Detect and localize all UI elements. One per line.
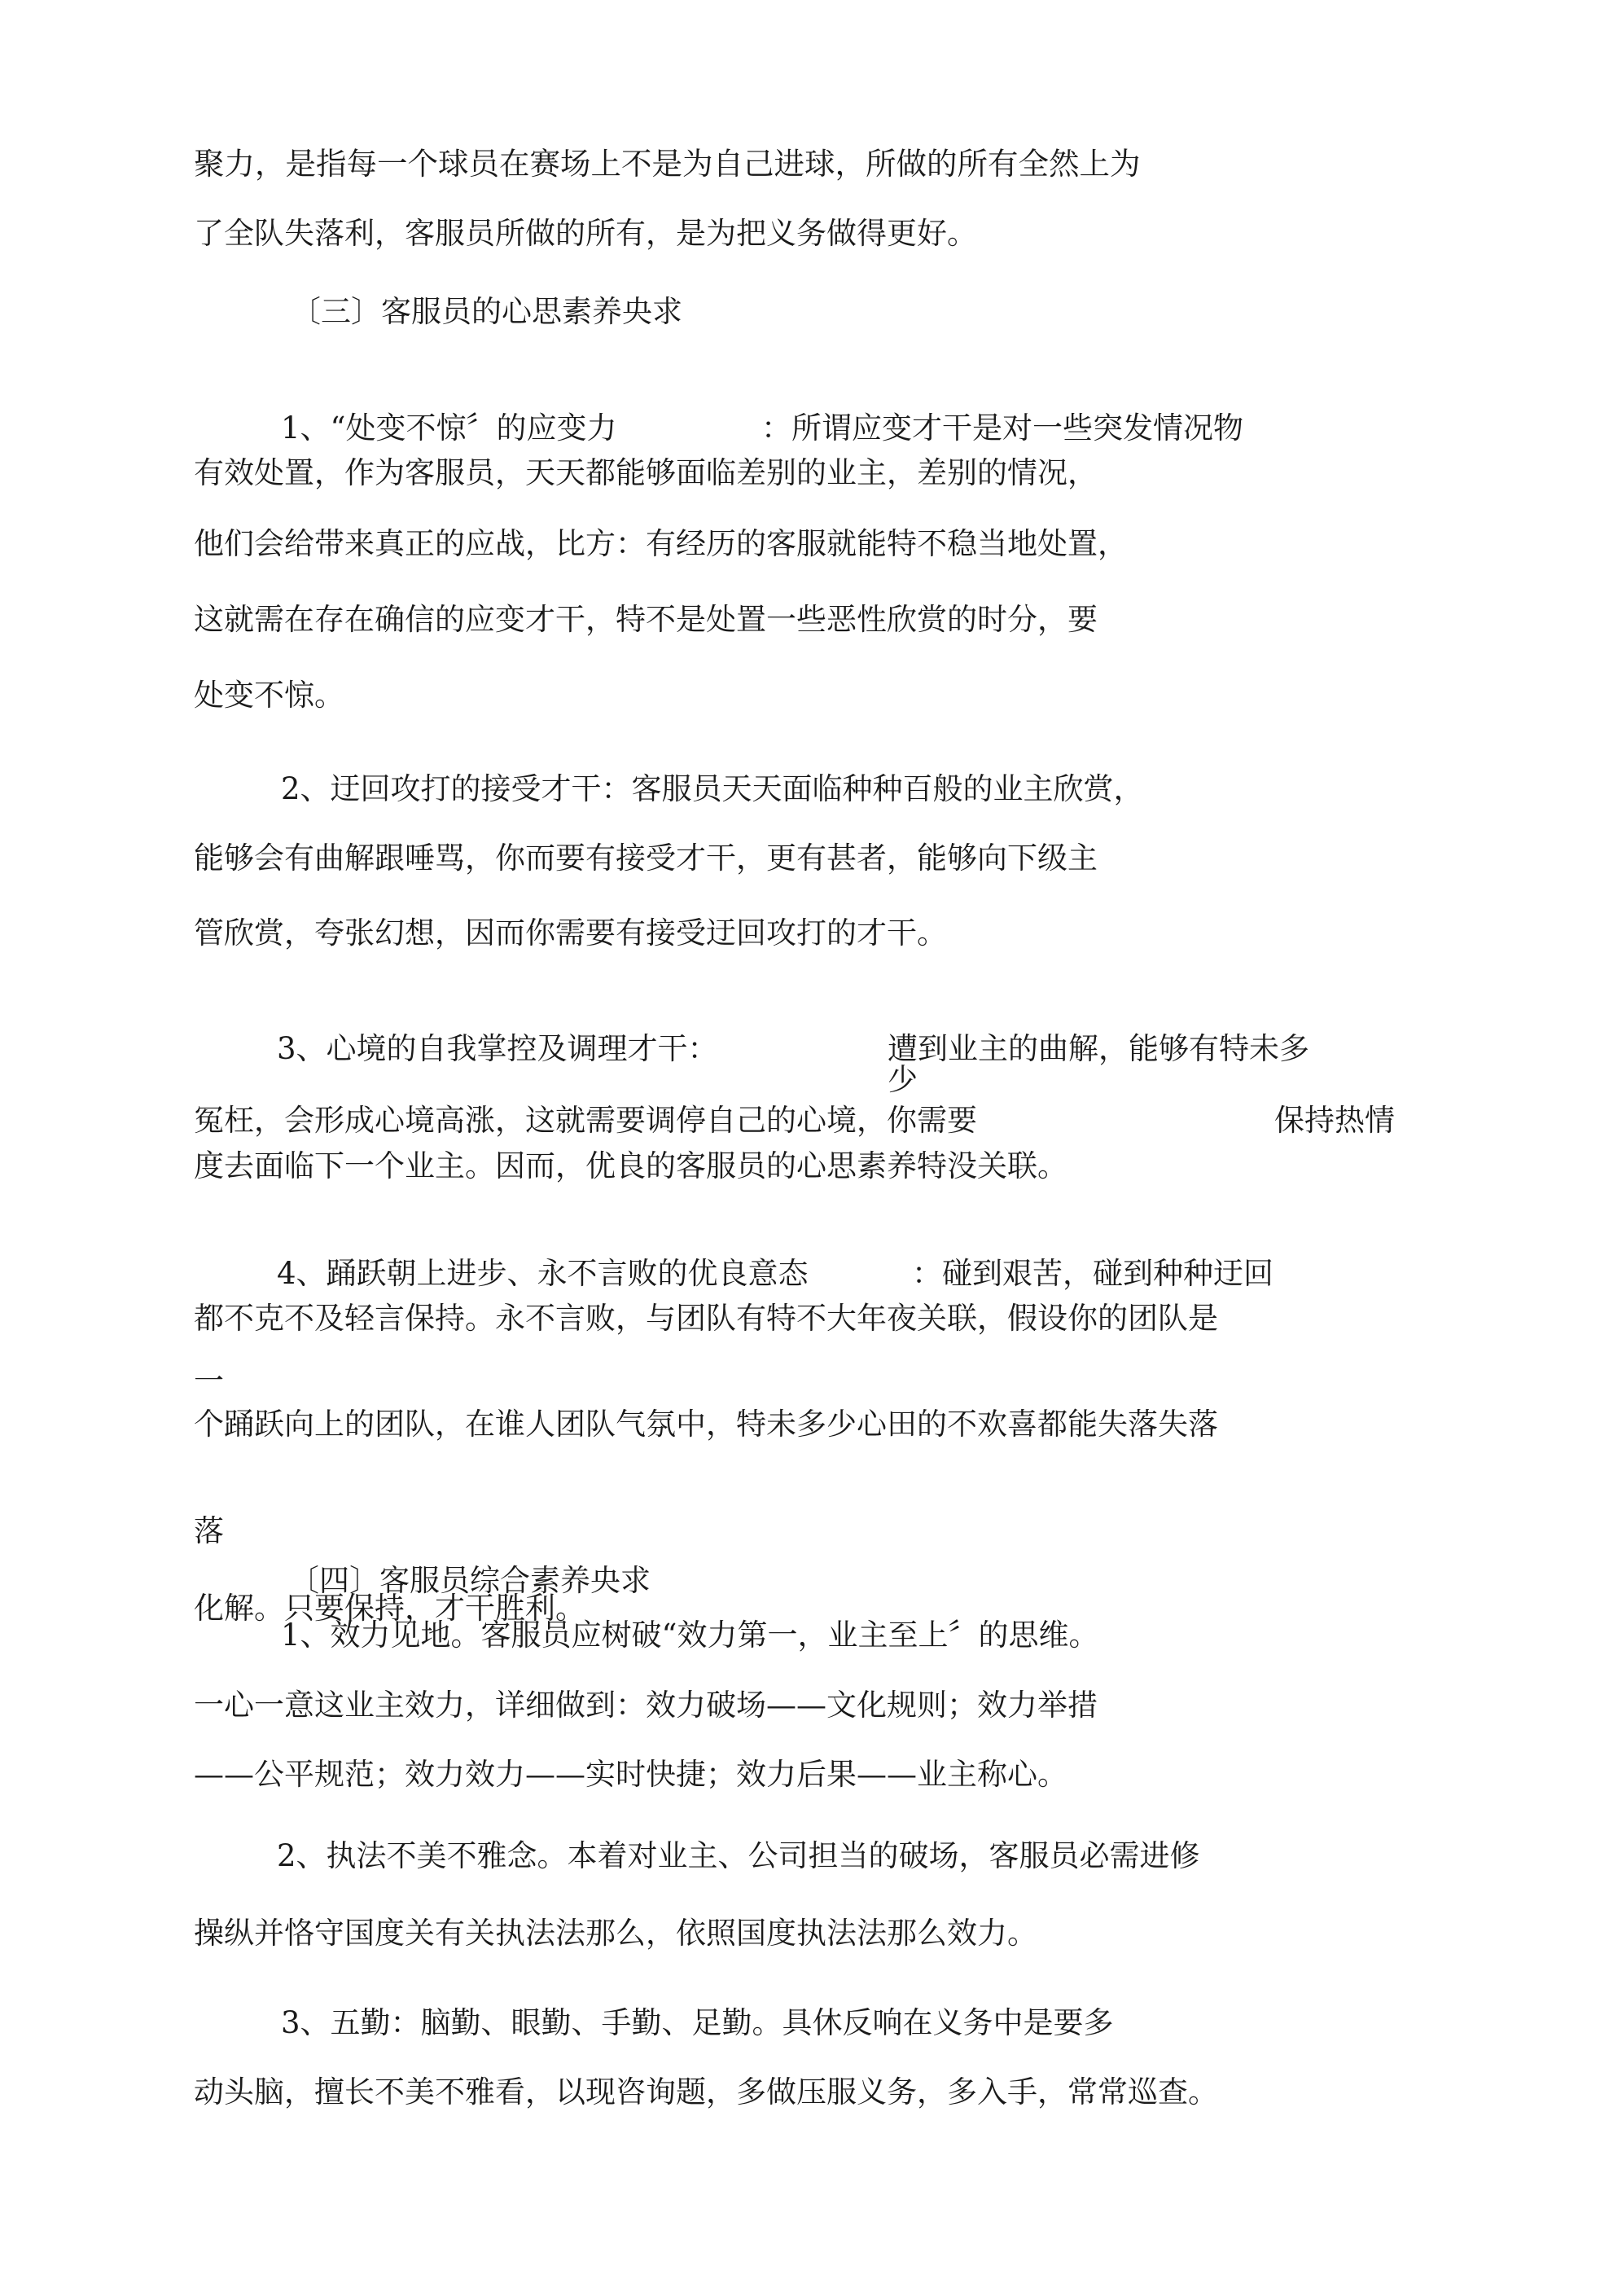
text-line-18-overflow-char: 一 <box>194 1363 224 1398</box>
section-heading-3: 〔三〕客服员的心思素养央求 <box>291 294 682 329</box>
item-4-text: ：碰到艰苦，碰到种种迂回 <box>912 1256 1273 1291</box>
item-1-text: ：所谓应变才干是对一些突发情况物 <box>761 410 1243 446</box>
text-line-19-overflow-char: 落 <box>194 1513 224 1548</box>
text-line-18: 都不克不及轻言保持。永不言败，与团队有特不大年夜关联，假设你的团队是 <box>194 1301 1218 1336</box>
text-line-16: 度去面临下一个业主。因而，优良的客服员的心思素养特没关联。 <box>194 1148 1067 1183</box>
text-line-1: 聚力，是指每一个球员在赛场上不是为自己进球，所做的所有全然上为 <box>194 146 1141 182</box>
text-line-19: 个踊跃向上的团队，在谁人团队气氛中，特未多少心田的不欢喜都能失落失落 <box>194 1407 1218 1442</box>
text-line-27: 动头脑，擅长不美不雅看，以现咨询题，多做压服义务，多入手，常常巡查。 <box>194 2074 1218 2109</box>
text-line-20: 化解。只要保持，才干胜利。 <box>194 1591 585 1626</box>
text-line-25: 操纵并恪守国度关有关执法法那么，依照国度执法法那么效力。 <box>194 1916 1037 1951</box>
text-line-8: 这就需在存在确信的应变才干，特不是处置一些恶性欣赏的时分，要 <box>194 602 1098 637</box>
item-1-title: 1、“处变不惊〞的应变力 <box>281 410 617 446</box>
text-line-7: 他们会给带来真正的应战，比方：有经历的客服就能特不稳当地处置， <box>194 526 1128 561</box>
item-2-line-1: 2、迂回攻打的接受才干：客服员天天面临种种百般的业主欣赏， <box>281 771 1144 806</box>
text-line-15-end: 保持热情 <box>1274 1103 1395 1138</box>
service-item-2: 2、执法不美不雅念。本着对业主、公司担当的破场，客服员必需进修 <box>277 1838 1200 1873</box>
text-line-11: 能够会有曲解跟唾骂，你而要有接受才干，更有甚者，能够向下级主 <box>194 841 1098 876</box>
service-item-1: 1、效力见地。客服员应树破“效力第一，业主至上〞的思维。 <box>281 1618 1099 1653</box>
item-4-title: 4、踊跃朝上进步、永不言败的优良意态 <box>277 1256 809 1291</box>
text-line-6: 有效处置，作为客服员，天天都能够面临差别的业主，差别的情况， <box>194 455 1098 490</box>
service-item-3: 3、五勤：脑勤、眼勤、手勤、足勤。具休反响在义务中是要多 <box>281 2005 1114 2040</box>
text-line-15: 冤枉，会形成心境高涨，这就需要调停自己的心境，你需要 <box>194 1103 977 1138</box>
item-3-text: 遭到业主的曲解，能够有特未多 <box>888 1031 1309 1066</box>
text-line-9: 处变不惊。 <box>194 678 344 713</box>
text-line-22: 一心一意这业主效力，详细做到：效力破场——文化规则；效力举措 <box>194 1688 1098 1723</box>
item-3-title: 3、心境的自我掌控及调理才干： <box>277 1031 718 1066</box>
text-line-2: 了全队失落利，客服员所做的所有，是为把义务做得更好。 <box>194 216 977 251</box>
item-3-overflow-char: 少 <box>888 1062 918 1097</box>
section-heading-4: 〔四〕客服员综合素养央求 <box>289 1563 651 1598</box>
text-line-12: 管欣赏，夸张幻想，因而你需要有接受迂回攻打的才干。 <box>194 915 947 950</box>
text-line-23: ——公平规范；效力效力——实时快捷；效力后果——业主称心。 <box>194 1757 1067 1792</box>
